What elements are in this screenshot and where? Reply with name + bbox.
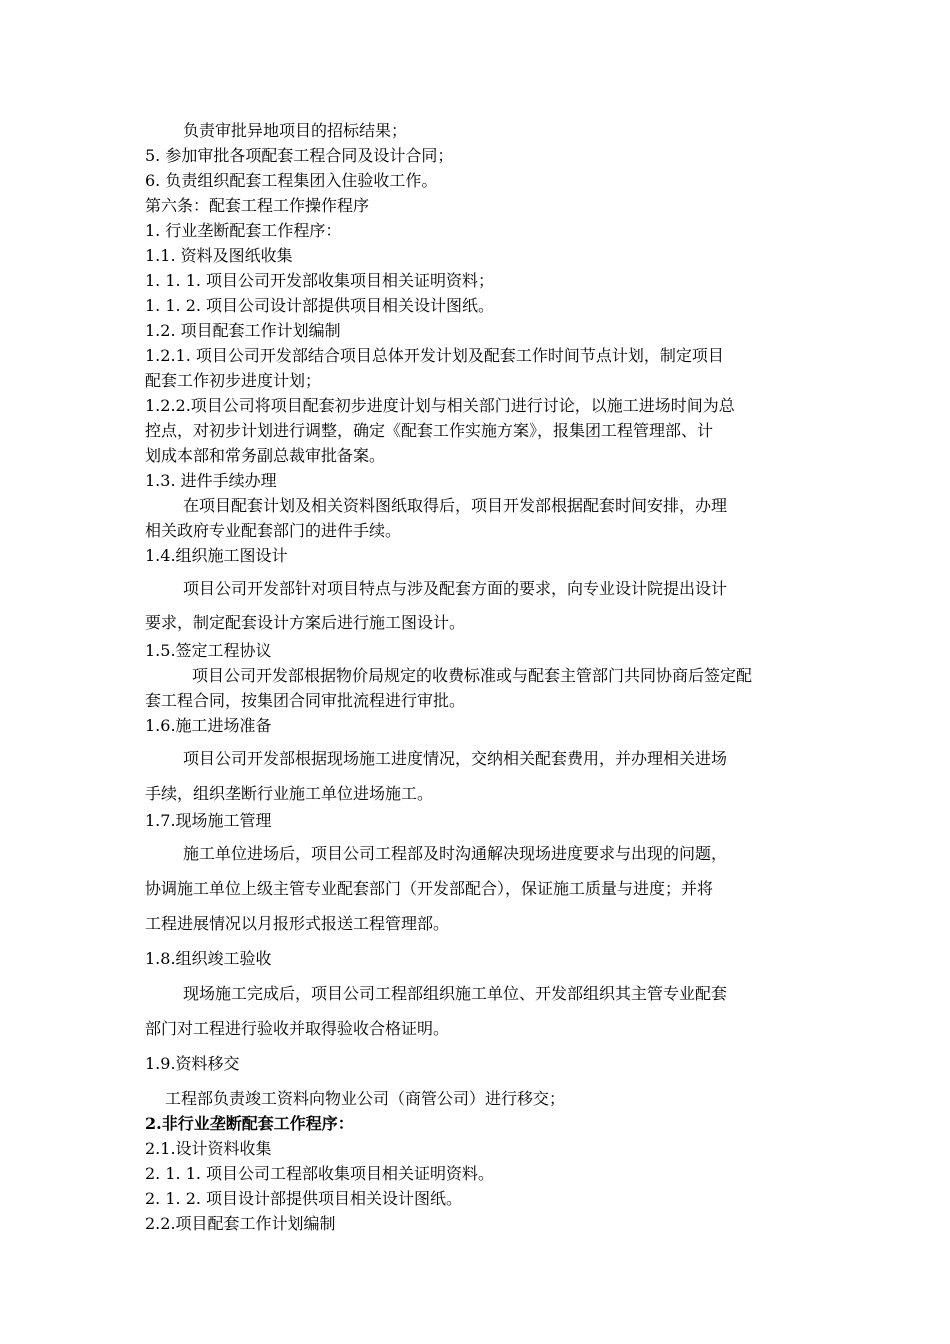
text-line: 部门对工程进行验收并取得验收合格证明。 <box>145 1019 450 1038</box>
text-line: 项目公司开发部针对项目特点与涉及配套方面的要求，向专业设计院提出设计 <box>183 579 728 598</box>
text-line: 配套工作初步进度计划； <box>145 371 322 390</box>
text-line: 负责审批异地项目的招标结果； <box>183 121 408 140</box>
subsection-heading: 1.8.组织竣工验收 <box>145 949 272 968</box>
subsection-heading: 1.3. 进件手续办理 <box>145 471 277 490</box>
text-line: 1. 1. 2. 项目公司设计部提供项目相关设计图纸。 <box>145 296 495 315</box>
subsection-heading: 1.6.施工进场准备 <box>145 716 272 735</box>
text-line: 2. 1. 1. 项目公司工程部收集项目相关证明资料。 <box>145 1164 495 1183</box>
subsection-heading: 1.7.现场施工管理 <box>145 811 272 830</box>
text-line: 2. 1. 2. 项目设计部提供项目相关设计图纸。 <box>145 1189 463 1208</box>
text-line: 在项目配套计划及相关资料图纸取得后，项目开发部根据配套时间安排，办理 <box>183 496 728 515</box>
subsection-heading: 1.5.签定工程协议 <box>145 641 272 660</box>
subsection-heading: 2.1.设计资料收集 <box>145 1139 272 1158</box>
subsection-heading: 1.1. 资料及图纸收集 <box>145 246 293 265</box>
text-line: 1. 行业垄断配套工作程序： <box>145 221 342 240</box>
text-line: 相关政府专业配套部门的进件手续。 <box>145 521 402 540</box>
text-line: 套工程合同，按集团合同审批流程进行审批。 <box>145 691 466 710</box>
subsection-heading: 1.4.组织施工图设计 <box>145 546 288 565</box>
text-line: 1. 1. 1. 项目公司开发部收集项目相关证明资料； <box>145 271 495 290</box>
text-line: 项目公司开发部根据现场施工进度情况，交纳相关配套费用，并办理相关进场 <box>183 749 728 768</box>
text-line: 1.2.1. 项目公司开发部结合项目总体开发计划及配套工作时间节点计划，制定项目 <box>145 346 724 365</box>
text-line: 要求，制定配套设计方案后进行施工图设计。 <box>145 613 466 632</box>
section-heading-bold: 2.非行业垄断配套工作程序： <box>145 1114 354 1133</box>
subsection-heading: 2.2.项目配套工作计划编制 <box>145 1214 336 1233</box>
text-line: 工程部负责竣工资料向物业公司（商管公司）进行移交； <box>165 1089 566 1108</box>
subsection-heading: 1.9.资料移交 <box>145 1054 240 1073</box>
section-heading: 第六条：配套工程工作操作程序 <box>145 196 370 215</box>
text-line: 施工单位进场后，项目公司工程部及时沟通解决现场进度要求与出现的问题， <box>183 844 728 863</box>
subsection-heading: 1.2. 项目配套工作计划编制 <box>145 321 341 340</box>
text-line: 协调施工单位上级主管专业配套部门（开发部配合），保证施工质量与进度；并将 <box>145 879 714 898</box>
text-line: 工程进展情况以月报形式报送工程管理部。 <box>145 914 450 933</box>
text-line: 现场施工完成后，项目公司工程部组织施工单位、开发部组织其主管专业配套 <box>183 984 728 1003</box>
text-line: 6. 负责组织配套工程集团入住验收工作。 <box>145 171 438 190</box>
text-line: 1.2.2.项目公司将项目配套初步进度计划与相关部门进行讨论，以施工进场时间为总 <box>145 396 735 415</box>
text-line: 控点，对初步计划进行调整，确定《配套工作实施方案》，报集团工程管理部、计 <box>145 421 714 440</box>
text-line: 手续，组织垄断行业施工单位进场施工。 <box>145 784 434 803</box>
text-line: 项目公司开发部根据物价局规定的收费标准或与配套主管部门共同协商后签定配 <box>192 666 753 685</box>
text-line: 划成本部和常务副总裁审批备案。 <box>145 446 386 465</box>
text-line: 5. 参加审批各项配套工程合同及设计合同； <box>145 146 454 165</box>
